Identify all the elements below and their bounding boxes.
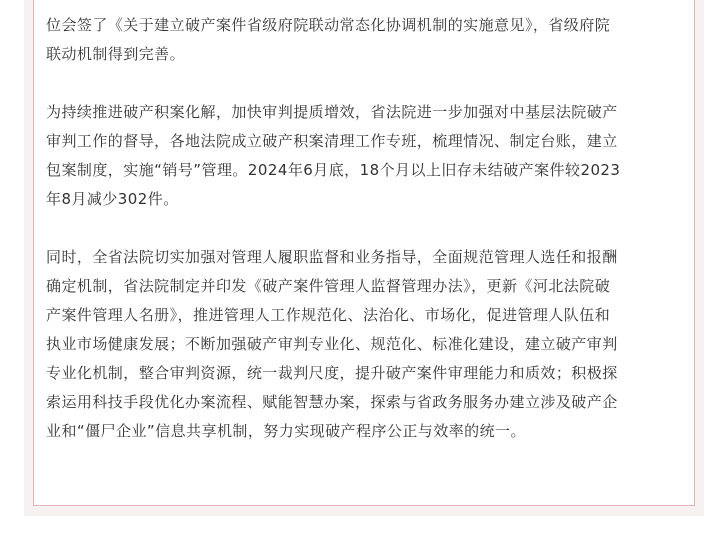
paragraph-3-line-2: 确定机制，省法院制定并印发《破产案件管理人监督管理办法》，更新《河北法院破 <box>46 277 611 295</box>
paragraph-gap <box>46 69 686 98</box>
paragraph-2 <box>46 98 686 214</box>
paragraph-1 <box>46 11 686 69</box>
paragraph-3-line-4: 执业市场健康发展；不断加强破产审判专业化、规范化、标准化建设，建立破产审判 <box>46 335 618 353</box>
paragraph-3-line-1: 同时，全省法院切实加强对管理人履职监督和业务指导，全面规范管理人选任和报酬 <box>46 248 618 266</box>
paragraph-2-line-3: 包案制度，实施“销号”管理。2024年6月底，18个月以上旧存未结破产案件较2023 <box>46 161 621 179</box>
paragraph-1-line-1: 位会签了《关于建立破产案件省级府院联动常态化协调机制的实施意见》，省级府院 <box>46 16 611 34</box>
paragraph-3-line-3: 产案件管理人名册》，推进管理人工作规范化、法治化、市场化，促进管理人队伍和 <box>46 306 611 324</box>
paragraph-2-line-2: 审判工作的督导，各地法院成立破产积案清理工作专班，梳理情况、制定台账，建立 <box>46 132 618 150</box>
paragraph-gap <box>46 214 686 243</box>
paragraph-3-line-7: 业和“僵尸企业”信息共享机制，努力实现破产程序公正与效率的统一。 <box>46 422 526 440</box>
paragraph-2-line-1: 为持续推进破产积案化解，加快审判提质增效，省法院进一步加强对中基层法院破产 <box>46 103 618 121</box>
article-body <box>46 11 686 446</box>
paragraph-1-line-2: 联动机制得到完善。 <box>46 45 186 63</box>
paragraph-3-line-5: 专业化机制，整合审判资源，统一裁判尺度，提升破产案件审理能力和质效；积极探 <box>46 364 618 382</box>
paragraph-3 <box>46 243 686 446</box>
paragraph-3-line-6: 索运用科技手段优化办案流程、赋能智慧办案，探索与省政务服务办建立涉及破产企 <box>46 393 618 411</box>
paragraph-2-line-4: 年8月减少302件。 <box>46 190 179 208</box>
